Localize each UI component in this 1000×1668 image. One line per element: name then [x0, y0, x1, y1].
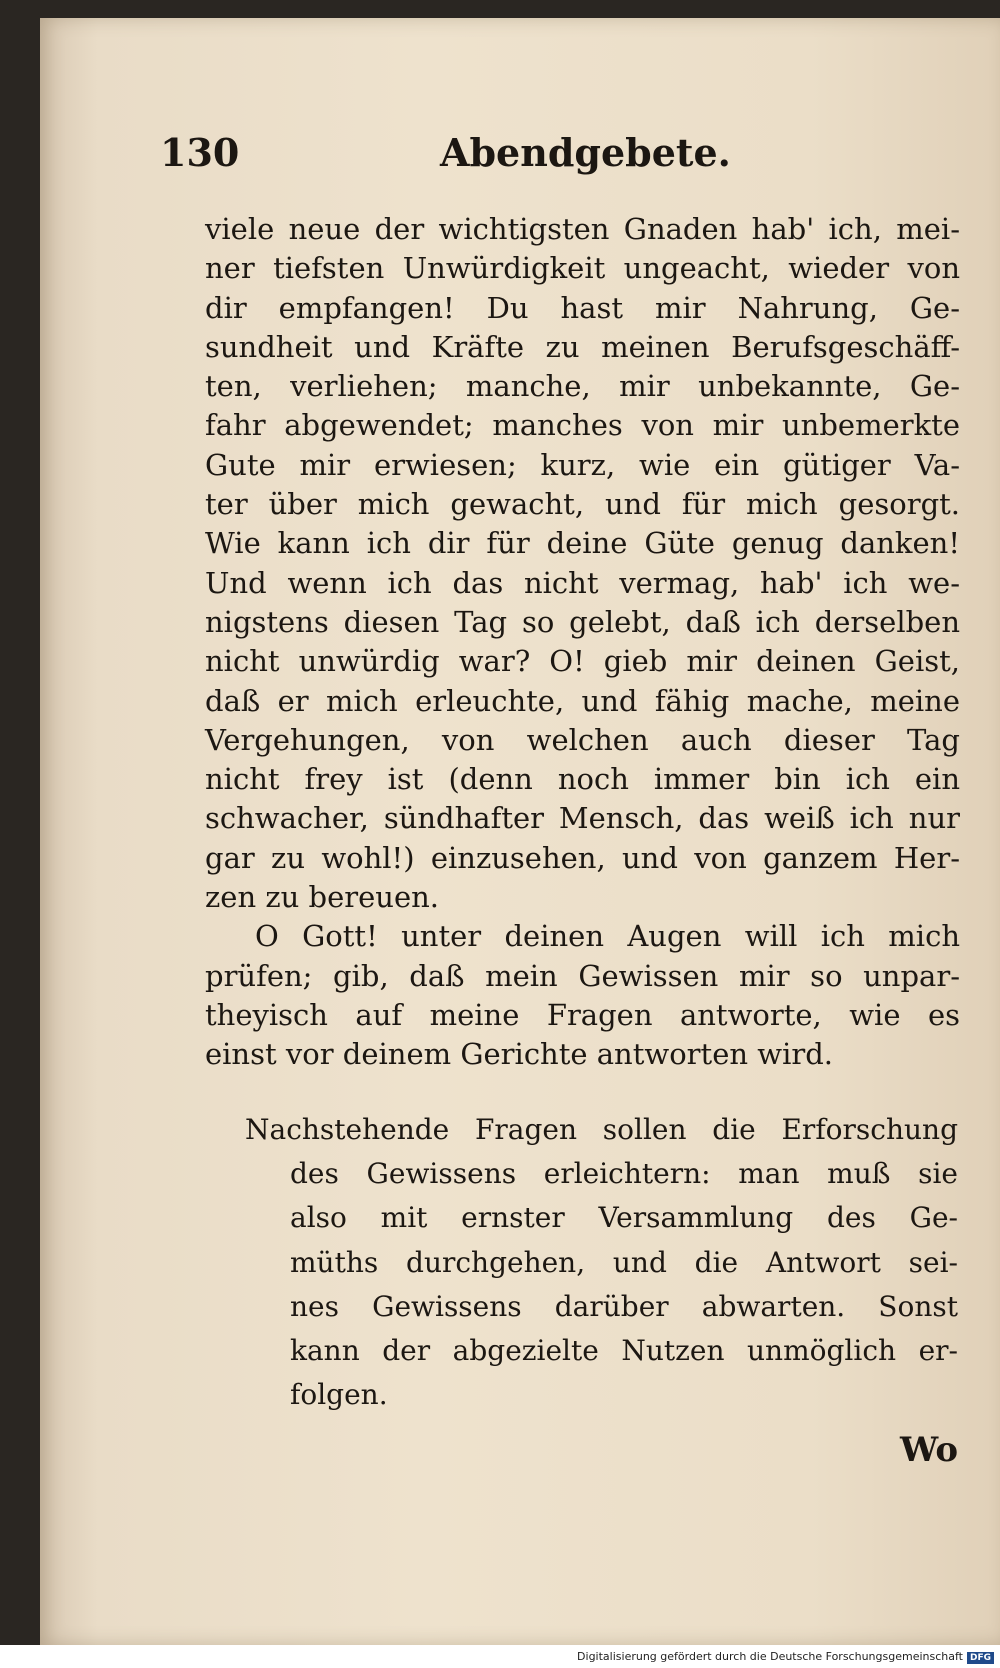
text-line: nicht unwürdig war? O! gieb mir deinen Geist, [205, 644, 960, 679]
text-line: einst vor deinem Gerichte antworten wird. [205, 1037, 833, 1072]
note-line: nes Gewissens darüber abwarten. Sonst [290, 1289, 958, 1323]
note-line: kann der abgezielte Nutzen unmöglich er- [290, 1333, 958, 1367]
text-line: sundheit und Kräfte zu meinen Berufsgeschäff- [205, 329, 960, 364]
running-head: Abendgebete. [440, 130, 731, 175]
note-line: des Gewissens erleichtern: man muß sie [290, 1157, 958, 1191]
instruction-note [245, 1108, 958, 1417]
credit-text: Digitalisierung gefördert durch die Deutsche Forschungsgemeinschaft [577, 1650, 963, 1663]
text-line: prüfen; gib, daß mein Gewissen mir so unpar- [205, 958, 960, 993]
text-line: viele neue der wichtigsten Gnaden hab' ich, mei- [205, 212, 960, 246]
text-line: fahr abgewendet; manches von mir unbemerkte [205, 408, 960, 443]
page-number: 130 [160, 130, 240, 175]
text-line: Gute mir erwiesen; kurz, wie ein gütiger Va- [205, 447, 960, 482]
text-line: nicht frey ist (denn noch immer bin ich ein [205, 762, 960, 797]
catchword: Wo [900, 1430, 959, 1470]
text-line: theyisch auf meine Fragen antworte, wie es [205, 997, 960, 1032]
text-line: dir empfangen! Du hast mir Nahrung, Ge- [205, 290, 960, 325]
page-header [160, 130, 780, 190]
text-line: ten, verliehen; manche, mir unbekannte, Ge- [205, 369, 960, 404]
text-line: Wie kann ich dir für deine Güte genug danken! [205, 526, 960, 561]
text-line: Vergehungen, von welchen auch dieser Tag [205, 722, 960, 757]
text-line: O Gott! unter deinen Augen will ich mich [255, 919, 960, 954]
text-line: ter über mich gewacht, und für mich gesorgt. [205, 487, 960, 522]
note-line: folgen. [290, 1378, 388, 1412]
note-line: Nachstehende Fragen sollen die Erforschung [245, 1113, 958, 1146]
note-line: müths durchgehen, und die Antwort sei- [290, 1245, 958, 1279]
text-line: schwacher, sündhafter Mensch, das weiß ich nur [205, 801, 960, 836]
digitization-credit [577, 1650, 994, 1664]
dfg-logo: DFG [967, 1652, 994, 1664]
text-line: daß er mich erleuchte, und fähig mache, meine [205, 683, 960, 718]
text-line: ner tiefsten Unwürdigkeit ungeacht, wieder von [205, 251, 960, 286]
note-line: also mit ernster Versammlung des Ge- [290, 1201, 958, 1235]
text-line: gar zu wohl!) einzusehen, und von ganzem Her- [205, 840, 960, 875]
text-line: zen zu bereuen. [205, 880, 439, 915]
text-line: nigstens diesen Tag so gelebt, daß ich derselben [205, 604, 960, 639]
prayer-text [205, 210, 960, 1075]
text-line: Und wenn ich das nicht vermag, hab' ich we- [205, 565, 960, 600]
